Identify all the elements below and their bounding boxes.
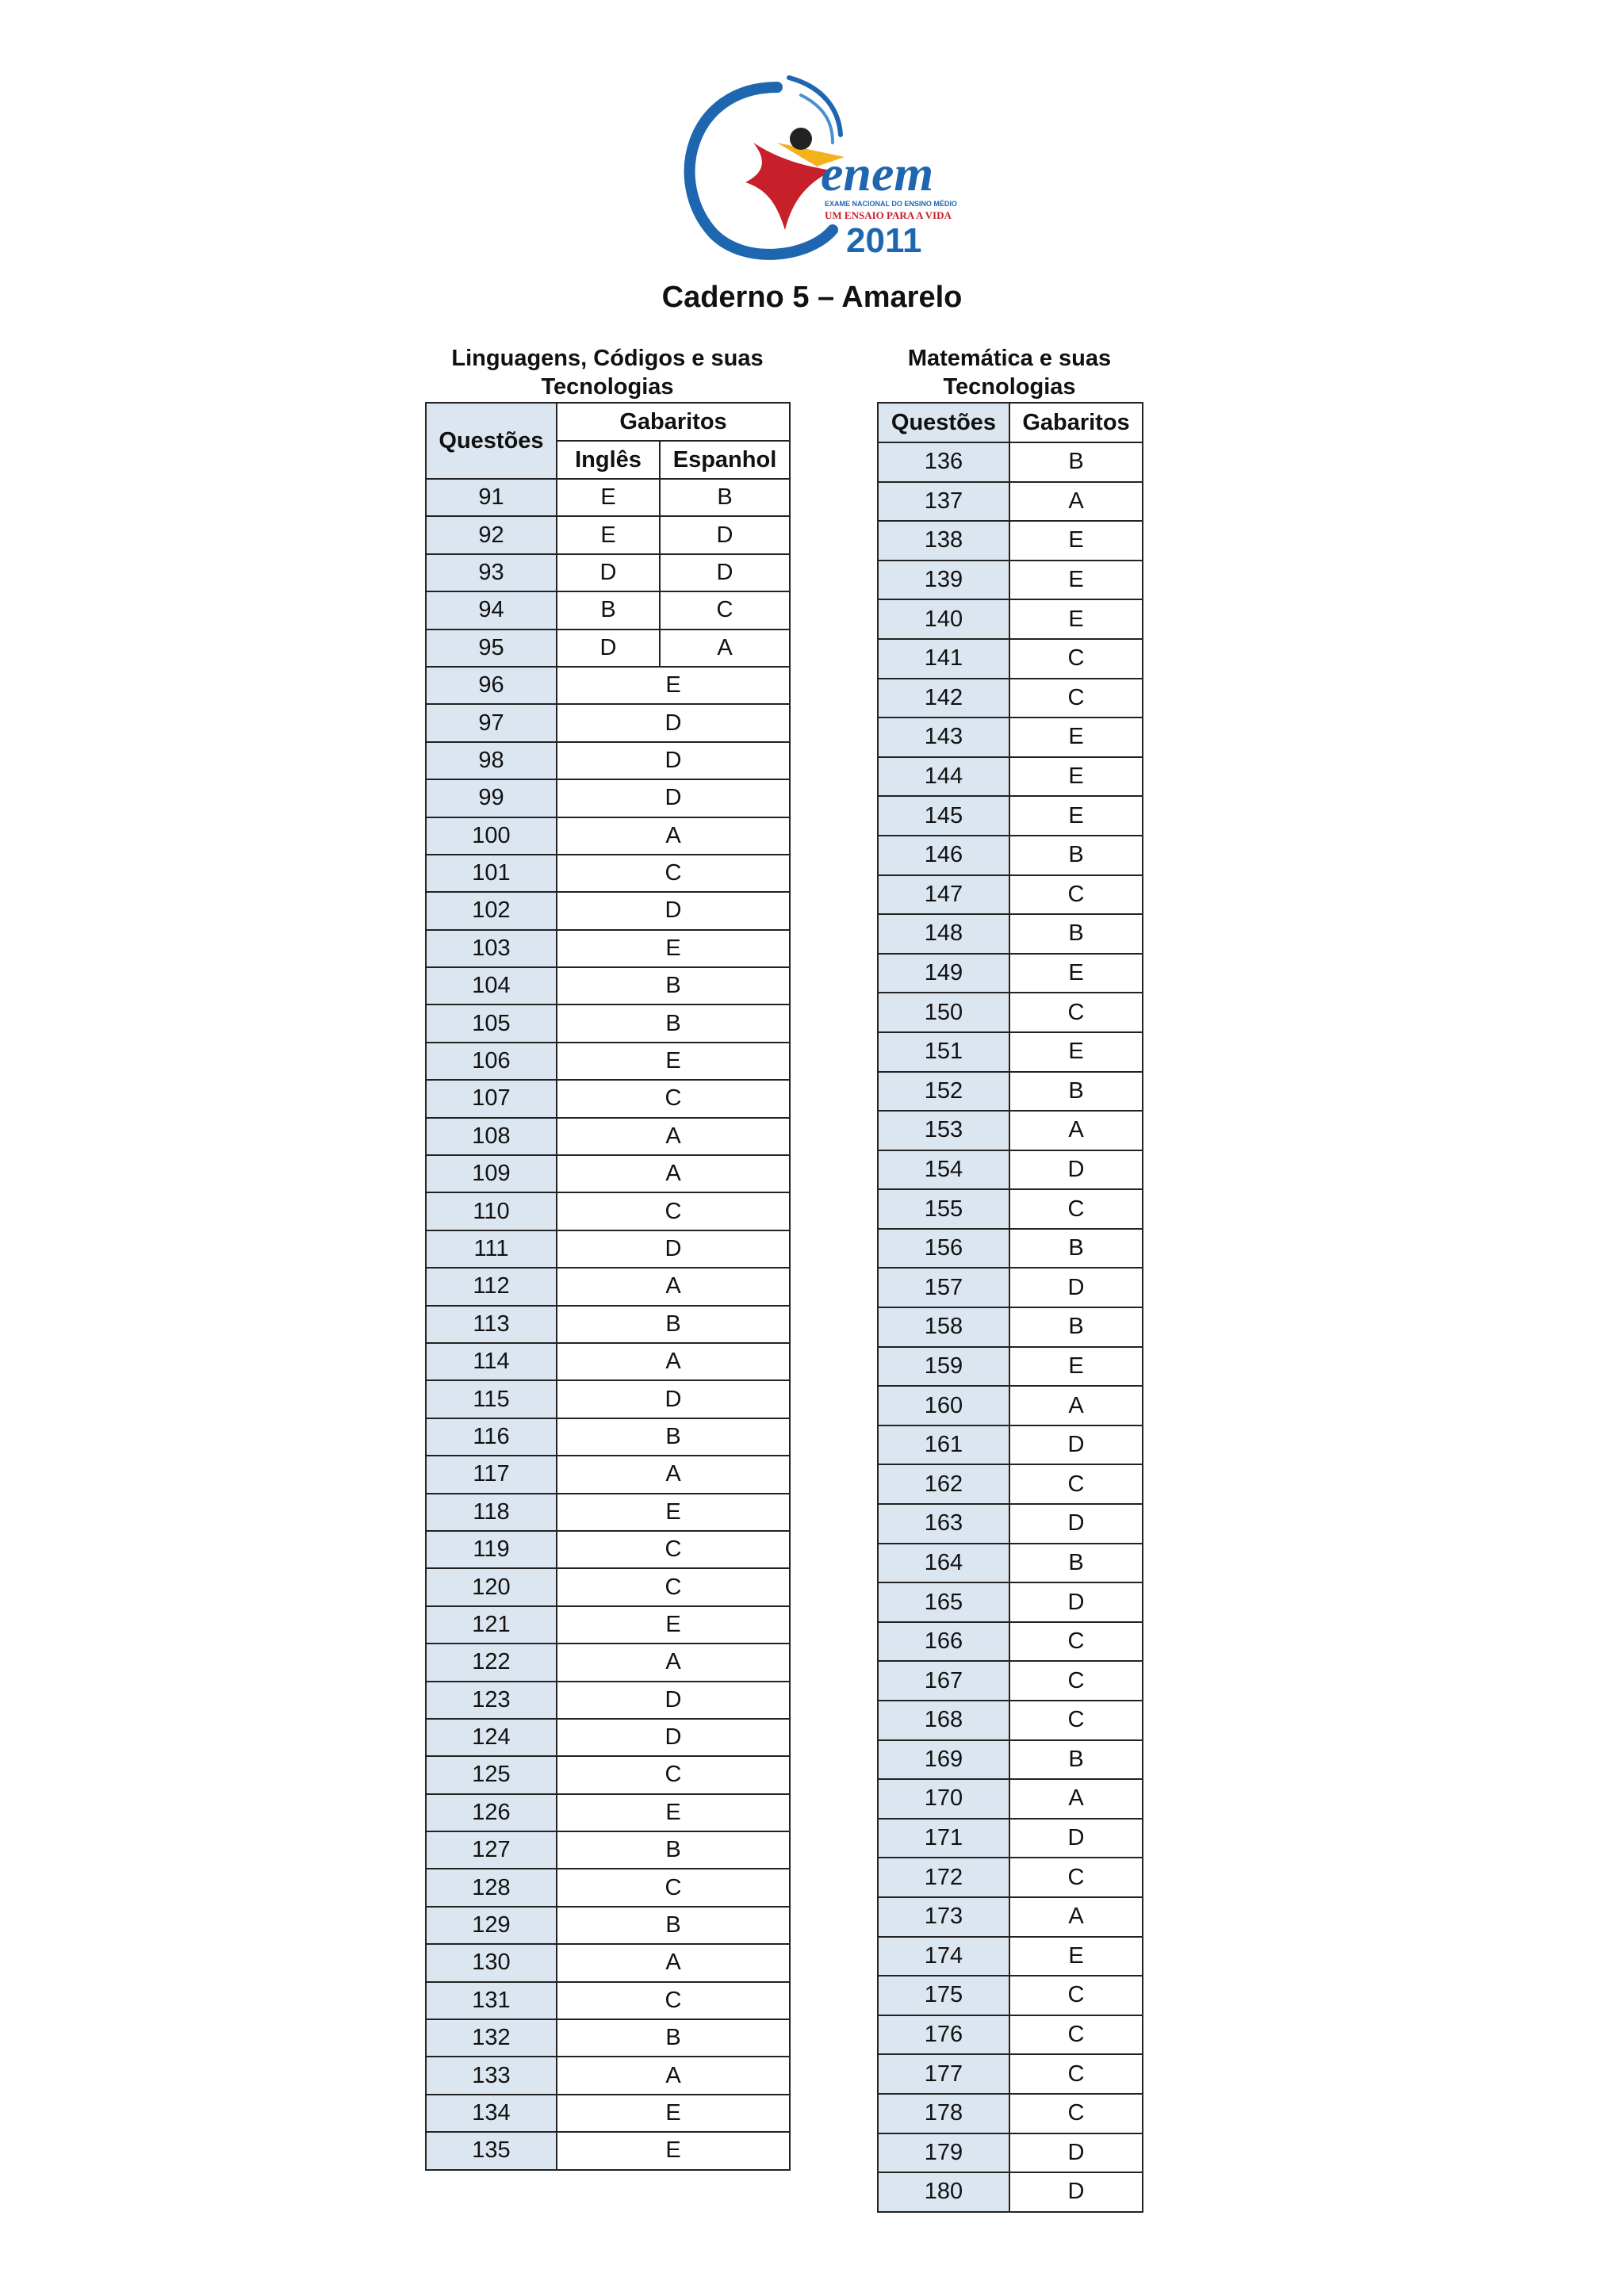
question-number: 111 bbox=[426, 1230, 557, 1268]
table-row bbox=[878, 1582, 1143, 1622]
question-number: 132 bbox=[426, 2019, 557, 2057]
question-number: 154 bbox=[878, 1150, 1009, 1190]
answer-ingles: D bbox=[557, 554, 660, 591]
languages-section-title: Linguagens, Códigos e suas Tecnologias bbox=[451, 346, 764, 400]
answer: E bbox=[557, 1043, 790, 1080]
table-row bbox=[878, 1858, 1143, 1897]
answer: D bbox=[557, 892, 790, 929]
table-row bbox=[878, 1544, 1143, 1583]
question-number: 138 bbox=[878, 521, 1009, 561]
table-row bbox=[426, 817, 790, 855]
question-number: 170 bbox=[878, 1779, 1009, 1819]
table-row bbox=[878, 1740, 1143, 1780]
table-row bbox=[878, 1504, 1143, 1544]
answer: E bbox=[557, 1794, 790, 1831]
answer-espanhol: C bbox=[660, 591, 790, 629]
question-number: 96 bbox=[426, 667, 557, 704]
answer: E bbox=[1009, 796, 1143, 836]
question-number: 152 bbox=[878, 1072, 1009, 1112]
question-number: 166 bbox=[878, 1622, 1009, 1662]
table-row bbox=[878, 2172, 1143, 2212]
table-row bbox=[878, 1819, 1143, 1858]
answer: D bbox=[1009, 2172, 1143, 2212]
table-row bbox=[426, 855, 790, 892]
table-row bbox=[878, 482, 1143, 522]
question-number: 118 bbox=[426, 1494, 557, 1531]
answer: C bbox=[557, 855, 790, 892]
question-number: 153 bbox=[878, 1111, 1009, 1150]
answer: B bbox=[1009, 442, 1143, 482]
math-table-body bbox=[878, 442, 1143, 2212]
question-number: 175 bbox=[878, 1976, 1009, 2015]
table-row bbox=[878, 2015, 1143, 2055]
table-row bbox=[426, 930, 790, 967]
question-number: 147 bbox=[878, 875, 1009, 915]
answer: B bbox=[557, 1907, 790, 1944]
answer: D bbox=[1009, 1504, 1143, 1544]
answer: B bbox=[557, 1306, 790, 1343]
question-number: 163 bbox=[878, 1504, 1009, 1544]
question-number: 142 bbox=[878, 679, 1009, 718]
question-number: 176 bbox=[878, 2015, 1009, 2055]
answer-espanhol: D bbox=[660, 516, 790, 553]
answer: E bbox=[1009, 521, 1143, 561]
table-row bbox=[426, 1644, 790, 1681]
table-row bbox=[426, 1192, 790, 1230]
table-row bbox=[878, 599, 1143, 639]
answer: C bbox=[1009, 1622, 1143, 1662]
question-number: 151 bbox=[878, 1032, 1009, 1072]
answer: B bbox=[557, 967, 790, 1004]
answer: D bbox=[1009, 1582, 1143, 1622]
answer-ingles: E bbox=[557, 516, 660, 553]
table-row bbox=[426, 1794, 790, 1831]
table-row bbox=[878, 757, 1143, 797]
question-number: 143 bbox=[878, 718, 1009, 757]
answer: C bbox=[1009, 1189, 1143, 1229]
question-number: 106 bbox=[426, 1043, 557, 1080]
logo-slogan: UM ENSAIO PARA A VIDA bbox=[825, 209, 952, 221]
answer: A bbox=[1009, 1779, 1143, 1819]
question-number: 145 bbox=[878, 796, 1009, 836]
question-number: 129 bbox=[426, 1907, 557, 1944]
answer: A bbox=[557, 1155, 790, 1192]
table-row bbox=[426, 1944, 790, 1981]
question-number: 134 bbox=[426, 2095, 557, 2132]
answer: C bbox=[1009, 1858, 1143, 1897]
answer: E bbox=[1009, 1937, 1143, 1976]
question-number: 99 bbox=[426, 779, 557, 817]
question-number: 117 bbox=[426, 1456, 557, 1493]
question-number: 178 bbox=[878, 2094, 1009, 2133]
question-number: 180 bbox=[878, 2172, 1009, 2212]
question-number: 162 bbox=[878, 1464, 1009, 1504]
question-number: 107 bbox=[426, 1080, 557, 1117]
table-row bbox=[426, 516, 790, 553]
question-number: 139 bbox=[878, 561, 1009, 600]
answer-espanhol: B bbox=[660, 479, 790, 516]
table-row bbox=[426, 2057, 790, 2094]
table-row bbox=[426, 1907, 790, 1944]
table-row bbox=[878, 1897, 1143, 1937]
question-number: 115 bbox=[426, 1380, 557, 1418]
table-row bbox=[426, 1456, 790, 1493]
table-row bbox=[878, 1622, 1143, 1662]
question-number: 158 bbox=[878, 1307, 1009, 1347]
table-row bbox=[878, 954, 1143, 993]
answer-ingles: D bbox=[557, 629, 660, 667]
question-number: 127 bbox=[426, 1831, 557, 1869]
answer: D bbox=[557, 1719, 790, 1756]
answer: B bbox=[557, 1418, 790, 1456]
table-row bbox=[878, 1307, 1143, 1347]
answer: C bbox=[1009, 1464, 1143, 1504]
table-row bbox=[426, 2095, 790, 2132]
answer: B bbox=[557, 1004, 790, 1042]
table-row bbox=[426, 1268, 790, 1305]
answer: C bbox=[1009, 2054, 1143, 2094]
table-row bbox=[426, 1568, 790, 1605]
answer: E bbox=[1009, 599, 1143, 639]
table-row bbox=[878, 1779, 1143, 1819]
question-number: 95 bbox=[426, 629, 557, 667]
answer: D bbox=[1009, 2133, 1143, 2173]
answer: C bbox=[557, 1756, 790, 1793]
question-number: 167 bbox=[878, 1661, 1009, 1701]
answer: B bbox=[557, 1831, 790, 1869]
question-number: 109 bbox=[426, 1155, 557, 1192]
table-row bbox=[878, 442, 1143, 482]
answer: E bbox=[557, 1494, 790, 1531]
question-number: 150 bbox=[878, 993, 1009, 1032]
table-row bbox=[426, 1080, 790, 1117]
answer: B bbox=[1009, 1740, 1143, 1780]
table-row bbox=[426, 1982, 790, 2019]
answer: C bbox=[557, 1869, 790, 1906]
answer: E bbox=[1009, 954, 1143, 993]
answer: A bbox=[1009, 1111, 1143, 1150]
questoes-header: Questões bbox=[878, 403, 1009, 442]
question-number: 124 bbox=[426, 1719, 557, 1756]
table-row bbox=[426, 742, 790, 779]
table-row bbox=[426, 629, 790, 667]
table-row bbox=[878, 836, 1143, 875]
answer: A bbox=[557, 2057, 790, 2094]
question-number: 93 bbox=[426, 554, 557, 591]
answer: C bbox=[557, 1982, 790, 2019]
question-number: 101 bbox=[426, 855, 557, 892]
table-row bbox=[426, 1606, 790, 1644]
answer-espanhol: A bbox=[660, 629, 790, 667]
answer: C bbox=[1009, 1976, 1143, 2015]
table-row bbox=[878, 993, 1143, 1032]
question-number: 125 bbox=[426, 1756, 557, 1793]
question-number: 94 bbox=[426, 591, 557, 629]
table-row bbox=[878, 1386, 1143, 1425]
table-row bbox=[426, 1155, 790, 1192]
enem-logo-graphic bbox=[658, 71, 991, 262]
answer: C bbox=[557, 1192, 790, 1230]
answer: B bbox=[1009, 914, 1143, 954]
question-number: 140 bbox=[878, 599, 1009, 639]
table-row bbox=[878, 718, 1143, 757]
table-row bbox=[878, 1661, 1143, 1701]
table-row bbox=[426, 1756, 790, 1793]
languages-table-body bbox=[426, 479, 790, 2170]
question-number: 128 bbox=[426, 1869, 557, 1906]
question-number: 168 bbox=[878, 1701, 1009, 1740]
answer-ingles: E bbox=[557, 479, 660, 516]
table-row bbox=[426, 779, 790, 817]
table-row bbox=[426, 1230, 790, 1268]
answer: A bbox=[557, 1343, 790, 1380]
table-row bbox=[426, 1343, 790, 1380]
answer: C bbox=[1009, 993, 1143, 1032]
answer: D bbox=[557, 1380, 790, 1418]
question-number: 135 bbox=[426, 2132, 557, 2169]
question-number: 114 bbox=[426, 1343, 557, 1380]
question-number: 160 bbox=[878, 1386, 1009, 1425]
answer: D bbox=[1009, 1150, 1143, 1190]
answer: E bbox=[1009, 1032, 1143, 1072]
logo-wordmark: enem bbox=[821, 145, 934, 201]
page-title: Caderno 5 – Amarelo bbox=[661, 281, 963, 314]
answer: A bbox=[557, 817, 790, 855]
math-answer-table bbox=[877, 402, 1143, 2213]
question-number: 169 bbox=[878, 1740, 1009, 1780]
table-row bbox=[878, 914, 1143, 954]
answer: C bbox=[557, 1080, 790, 1117]
table-row bbox=[426, 2019, 790, 2057]
question-number: 108 bbox=[426, 1118, 557, 1155]
answer: E bbox=[1009, 1347, 1143, 1387]
table-row bbox=[426, 1719, 790, 1756]
table-row bbox=[878, 1032, 1143, 1072]
answer: E bbox=[557, 930, 790, 967]
question-number: 172 bbox=[878, 1858, 1009, 1897]
question-number: 137 bbox=[878, 482, 1009, 522]
question-number: 92 bbox=[426, 516, 557, 553]
answer: D bbox=[1009, 1268, 1143, 1307]
table-row bbox=[878, 1150, 1143, 1190]
question-number: 97 bbox=[426, 704, 557, 741]
answer: E bbox=[557, 667, 790, 704]
table-row bbox=[878, 1268, 1143, 1307]
table-row bbox=[426, 1380, 790, 1418]
table-row bbox=[426, 892, 790, 929]
table-row bbox=[878, 679, 1143, 718]
answer: A bbox=[557, 1456, 790, 1493]
table-row bbox=[426, 2132, 790, 2169]
question-number: 156 bbox=[878, 1229, 1009, 1269]
question-number: 165 bbox=[878, 1582, 1009, 1622]
table-row bbox=[878, 1111, 1143, 1150]
table-row bbox=[426, 967, 790, 1004]
enem-2011-logo bbox=[658, 71, 991, 262]
answer-espanhol: D bbox=[660, 554, 790, 591]
table-row bbox=[878, 1976, 1143, 2015]
question-number: 130 bbox=[426, 1944, 557, 1981]
table-row bbox=[426, 1306, 790, 1343]
answer: E bbox=[557, 1606, 790, 1644]
languages-answer-table bbox=[425, 402, 791, 2171]
table-row bbox=[878, 2054, 1143, 2094]
gabaritos-header: Gabaritos bbox=[557, 403, 790, 441]
question-number: 103 bbox=[426, 930, 557, 967]
question-number: 174 bbox=[878, 1937, 1009, 1976]
table-row bbox=[426, 1418, 790, 1456]
question-number: 161 bbox=[878, 1425, 1009, 1465]
question-number: 100 bbox=[426, 817, 557, 855]
answer: C bbox=[557, 1568, 790, 1605]
table-row bbox=[426, 1494, 790, 1531]
answer: C bbox=[1009, 1701, 1143, 1740]
table-row bbox=[878, 561, 1143, 600]
answer: D bbox=[557, 779, 790, 817]
table-row bbox=[426, 554, 790, 591]
question-number: 105 bbox=[426, 1004, 557, 1042]
answer: C bbox=[1009, 679, 1143, 718]
question-number: 119 bbox=[426, 1531, 557, 1568]
answer: A bbox=[557, 1118, 790, 1155]
table-row bbox=[426, 1831, 790, 1869]
answer-ingles: B bbox=[557, 591, 660, 629]
answer: E bbox=[557, 2132, 790, 2169]
table-row bbox=[878, 1464, 1143, 1504]
answer: A bbox=[1009, 1897, 1143, 1937]
table-row bbox=[426, 1531, 790, 1568]
answer: B bbox=[1009, 1544, 1143, 1583]
answer: D bbox=[1009, 1819, 1143, 1858]
table-row bbox=[426, 591, 790, 629]
answer: A bbox=[557, 1268, 790, 1305]
question-number: 102 bbox=[426, 892, 557, 929]
answer: A bbox=[1009, 482, 1143, 522]
question-number: 112 bbox=[426, 1268, 557, 1305]
table-row bbox=[878, 1937, 1143, 1976]
answer: C bbox=[1009, 2015, 1143, 2055]
table-row bbox=[426, 667, 790, 704]
answer: C bbox=[1009, 1661, 1143, 1701]
questoes-header: Questões bbox=[426, 403, 557, 479]
question-number: 141 bbox=[878, 639, 1009, 679]
question-number: 173 bbox=[878, 1897, 1009, 1937]
answer: E bbox=[1009, 757, 1143, 797]
answer: D bbox=[557, 742, 790, 779]
answer: C bbox=[1009, 2094, 1143, 2133]
ingles-header: Inglês bbox=[557, 441, 660, 479]
table-row bbox=[878, 1701, 1143, 1740]
logo-year: 2011 bbox=[846, 221, 922, 260]
question-number: 110 bbox=[426, 1192, 557, 1230]
answer: A bbox=[557, 1644, 790, 1681]
table-row bbox=[878, 1229, 1143, 1269]
question-number: 164 bbox=[878, 1544, 1009, 1583]
question-number: 133 bbox=[426, 2057, 557, 2094]
question-number: 179 bbox=[878, 2133, 1009, 2173]
answer: B bbox=[1009, 1072, 1143, 1112]
answer: B bbox=[1009, 1307, 1143, 1347]
question-number: 91 bbox=[426, 479, 557, 516]
question-number: 155 bbox=[878, 1189, 1009, 1229]
table-row bbox=[878, 875, 1143, 915]
question-number: 116 bbox=[426, 1418, 557, 1456]
table-row bbox=[878, 2094, 1143, 2133]
question-number: 171 bbox=[878, 1819, 1009, 1858]
question-number: 121 bbox=[426, 1606, 557, 1644]
question-number: 148 bbox=[878, 914, 1009, 954]
answer: A bbox=[557, 1944, 790, 1981]
math-section-title: Matemática e suas Tecnologias bbox=[907, 346, 1112, 400]
table-row bbox=[878, 521, 1143, 561]
answer: D bbox=[557, 1230, 790, 1268]
table-row bbox=[878, 796, 1143, 836]
table-row bbox=[426, 1004, 790, 1042]
answer: D bbox=[557, 704, 790, 741]
answer: B bbox=[1009, 1229, 1143, 1269]
table-row bbox=[878, 639, 1143, 679]
question-number: 144 bbox=[878, 757, 1009, 797]
answer: B bbox=[1009, 836, 1143, 875]
question-number: 177 bbox=[878, 2054, 1009, 2094]
question-number: 149 bbox=[878, 954, 1009, 993]
question-number: 146 bbox=[878, 836, 1009, 875]
question-number: 120 bbox=[426, 1568, 557, 1605]
question-number: 136 bbox=[878, 442, 1009, 482]
answer: E bbox=[557, 2095, 790, 2132]
question-number: 157 bbox=[878, 1268, 1009, 1307]
question-number: 131 bbox=[426, 1982, 557, 2019]
table-row bbox=[878, 1072, 1143, 1112]
espanhol-header: Espanhol bbox=[660, 441, 790, 479]
answer: E bbox=[1009, 718, 1143, 757]
answer: A bbox=[1009, 1386, 1143, 1425]
question-number: 98 bbox=[426, 742, 557, 779]
table-row bbox=[426, 1682, 790, 1719]
answer: C bbox=[557, 1531, 790, 1568]
table-row bbox=[878, 1189, 1143, 1229]
question-number: 104 bbox=[426, 967, 557, 1004]
answer: C bbox=[1009, 639, 1143, 679]
answer: B bbox=[557, 2019, 790, 2057]
answer: E bbox=[1009, 561, 1143, 600]
table-row bbox=[878, 1347, 1143, 1387]
answer: C bbox=[1009, 875, 1143, 915]
table-row bbox=[878, 2133, 1143, 2173]
table-row bbox=[426, 1118, 790, 1155]
answer: D bbox=[1009, 1425, 1143, 1465]
table-row bbox=[878, 1425, 1143, 1465]
question-number: 122 bbox=[426, 1644, 557, 1681]
question-number: 123 bbox=[426, 1682, 557, 1719]
logo-tagline: EXAME NACIONAL DO ENSINO MÉDIO bbox=[825, 200, 957, 208]
table-row bbox=[426, 479, 790, 516]
table-row bbox=[426, 704, 790, 741]
question-number: 113 bbox=[426, 1306, 557, 1343]
question-number: 159 bbox=[878, 1347, 1009, 1387]
question-number: 126 bbox=[426, 1794, 557, 1831]
table-row bbox=[426, 1869, 790, 1906]
answer: D bbox=[557, 1682, 790, 1719]
gabaritos-header: Gabaritos bbox=[1009, 403, 1143, 442]
table-row bbox=[426, 1043, 790, 1080]
